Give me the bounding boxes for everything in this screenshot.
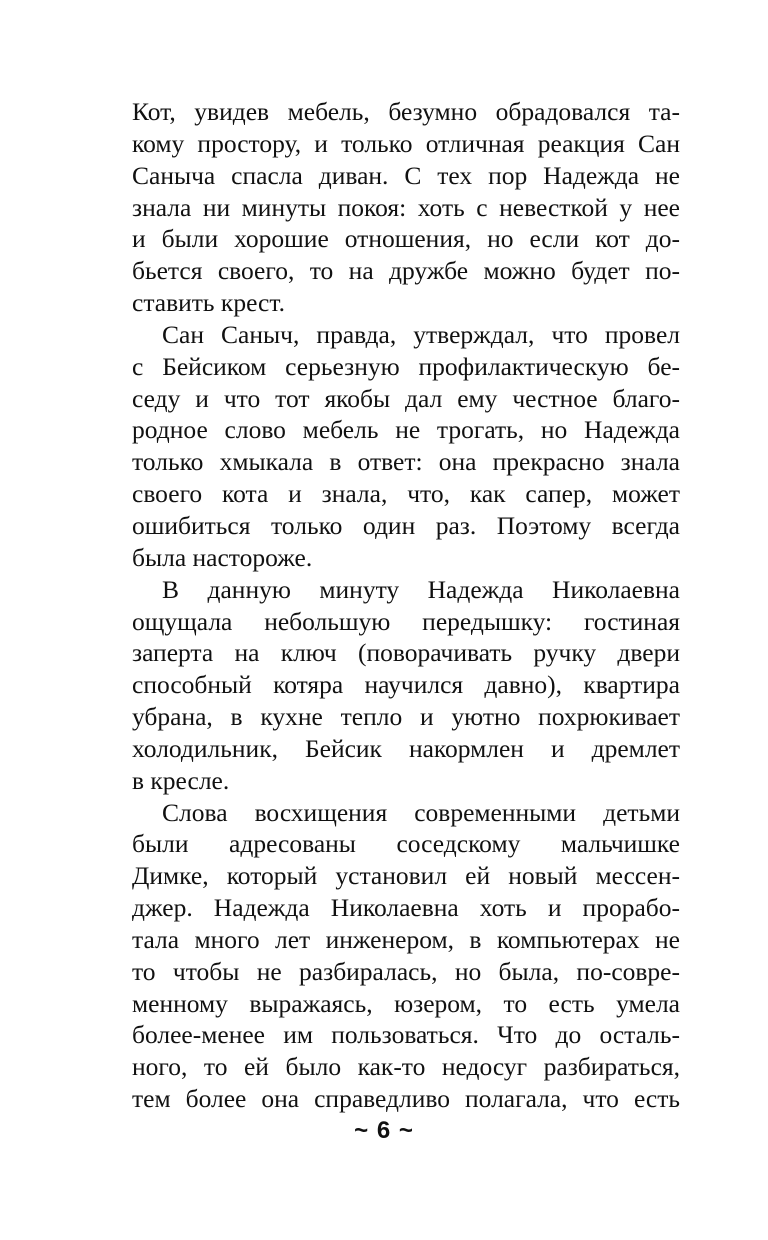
text-line: ставить крест. — [132, 288, 285, 318]
text-line: джер. Надежда Николаевна хоть и прорабо- — [132, 893, 680, 923]
text-line: Саныча спасла диван. С тех пор Надежда не — [132, 160, 680, 190]
text-line: были адресованы соседскому мальчишке — [132, 829, 680, 859]
text-line: Димке, который установил ей новый мессен- — [132, 861, 680, 891]
text-line: способный котяра научился давно), квартира — [132, 670, 680, 700]
text-line: Слова восхищения современными детьми — [162, 797, 680, 827]
text-line: то чтобы не разбиралась, но была, по-совре- — [132, 956, 680, 986]
text-line: Сан Саныч, правда, утверждал, что провел — [162, 319, 680, 349]
text-line: ошибиться только один раз. Поэтому всегда — [132, 510, 680, 540]
page-number: ~ 6 ~ — [354, 1117, 414, 1144]
text-line: ощущала небольшую передышку: гостиная — [132, 606, 680, 636]
text-line: только хмыкала в ответ: она прекрасно знала — [132, 447, 680, 477]
text-line: своего кота и знала, что, как сапер, может — [132, 479, 680, 509]
text-line: знала ни минуты покоя: хоть с невесткой у нее — [132, 192, 680, 222]
text-line: тала много лет инженером, в компьютерах не — [132, 924, 680, 954]
text-line: родное слово мебель не трогать, но Надежда — [132, 415, 680, 445]
text-line: более-менее им пользоваться. Что до осталь- — [132, 1020, 680, 1050]
text-line: была настороже. — [132, 542, 313, 572]
text-line: холодильник, Бейсик накормлен и дремлет — [132, 733, 680, 763]
text-line: тем более она справедливо полагала, что есть — [132, 1084, 680, 1114]
text-line: и были хорошие отношения, но если кот до- — [132, 224, 680, 254]
text-line: заперта на ключ (поворачивать ручку двери — [132, 638, 680, 668]
text-line: кому простору, и только отличная реакция Сан — [132, 128, 680, 158]
text-line: Кот, увидев мебель, безумно обрадовался та- — [132, 97, 680, 126]
text-line: ного, то ей было как-то недосуг разбираться, — [132, 1052, 680, 1082]
text-line: убрана, в кухне тепло и уютно похрюкивает — [132, 702, 680, 732]
text-line: в кресле. — [132, 765, 230, 795]
text-line: с Бейсиком серьезную профилактическую бе- — [132, 351, 680, 381]
text-line: седу и что тот якобы дал ему честное благо- — [132, 383, 680, 413]
text-line: бьется своего, то на дружбе можно будет по- — [132, 256, 680, 286]
text-line: В данную минуту Надежда Николаевна — [162, 574, 680, 604]
text-line: менному выражаясь, юзером, то есть умела — [132, 988, 680, 1018]
body-text — [132, 96, 680, 1115]
